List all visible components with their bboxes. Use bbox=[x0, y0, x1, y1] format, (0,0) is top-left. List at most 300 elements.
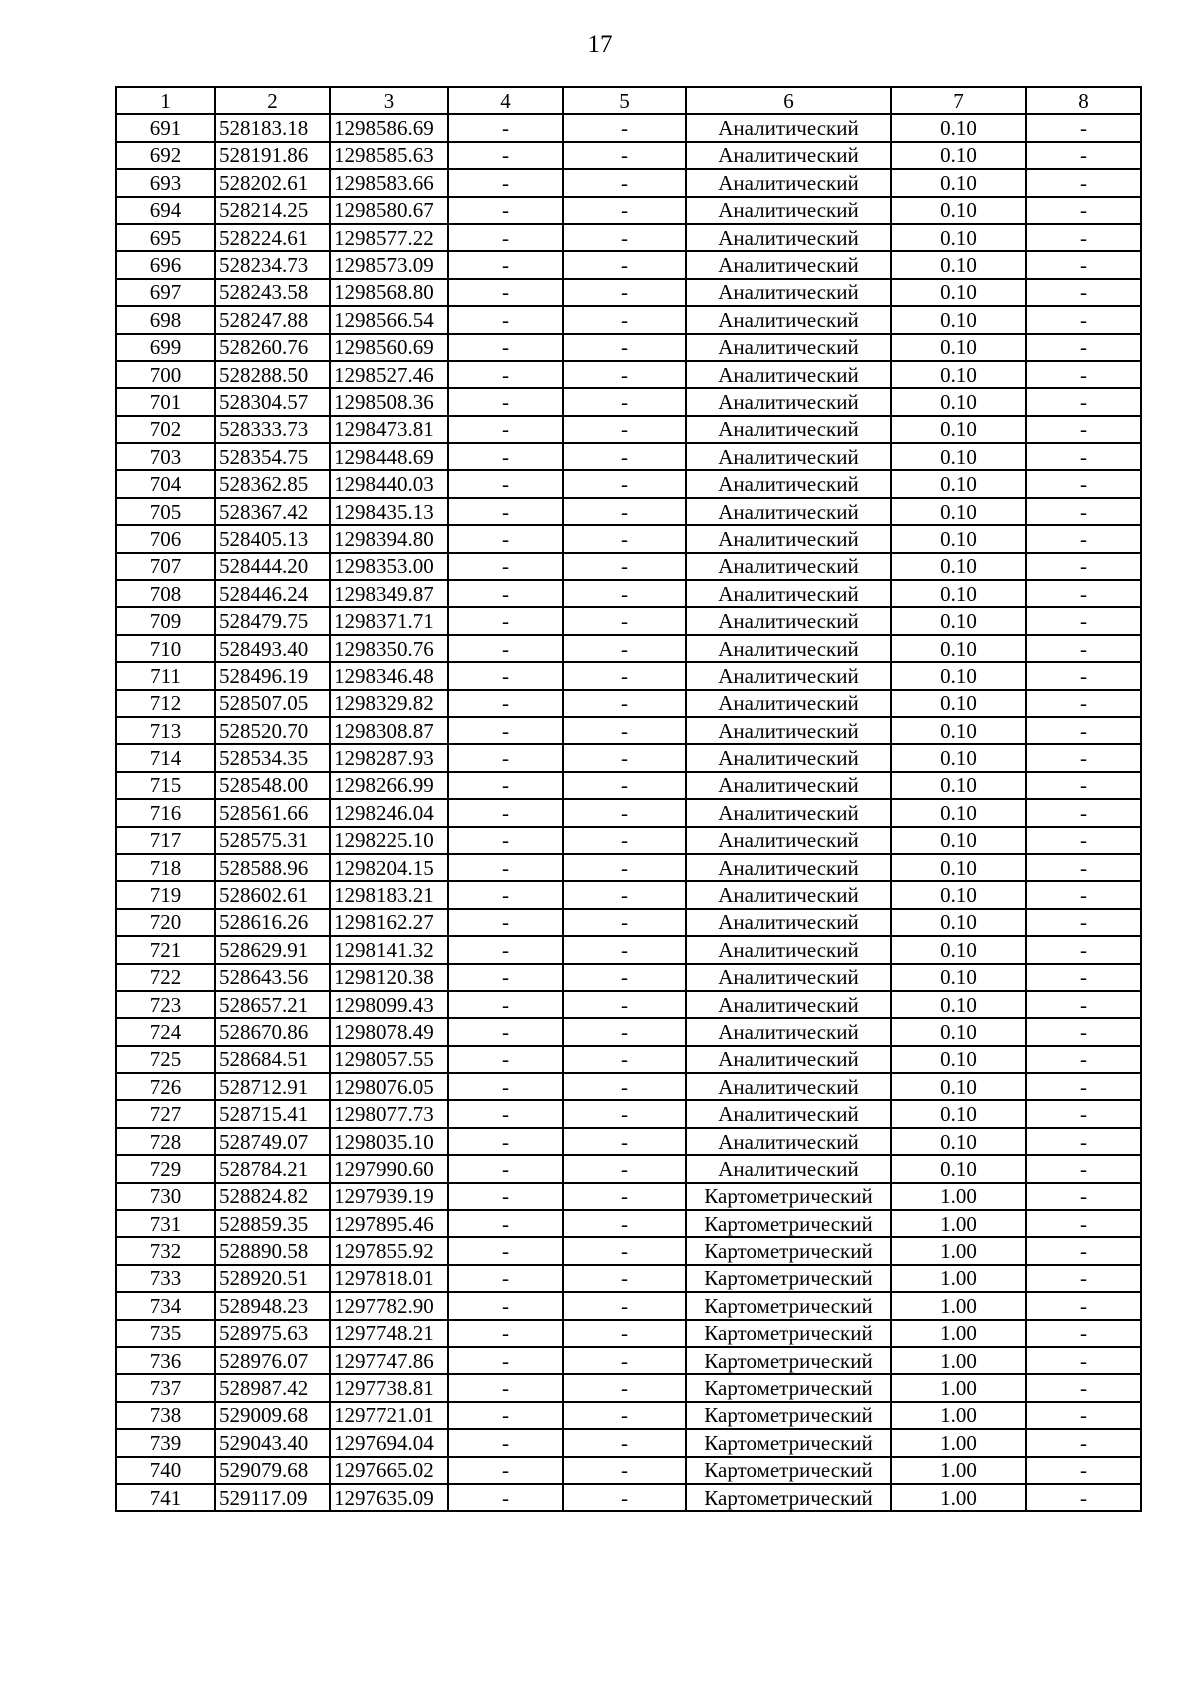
point-number-cell: 702 bbox=[116, 416, 215, 443]
table-row bbox=[116, 799, 1141, 826]
column-8-cell: - bbox=[1026, 1374, 1141, 1401]
point-number-cell: 727 bbox=[116, 1100, 215, 1127]
table-row bbox=[116, 744, 1141, 771]
point-number-cell: 714 bbox=[116, 744, 215, 771]
column-header-5: 5 bbox=[563, 87, 686, 114]
point-number-cell: 726 bbox=[116, 1073, 215, 1100]
x-coordinate-cell: 528183.18 bbox=[215, 114, 330, 141]
column-5-cell: - bbox=[563, 224, 686, 251]
column-5-cell: - bbox=[563, 306, 686, 333]
accuracy-cell: 0.10 bbox=[891, 498, 1026, 525]
point-number-cell: 721 bbox=[116, 936, 215, 963]
table-body bbox=[116, 87, 1141, 1511]
x-coordinate-cell: 528288.50 bbox=[215, 361, 330, 388]
method-cell: Картометрический bbox=[686, 1265, 891, 1292]
x-coordinate-cell: 529043.40 bbox=[215, 1429, 330, 1456]
method-cell: Аналитический bbox=[686, 470, 891, 497]
accuracy-cell: 0.10 bbox=[891, 224, 1026, 251]
x-coordinate-cell: 528362.85 bbox=[215, 470, 330, 497]
table-row bbox=[116, 854, 1141, 881]
column-5-cell: - bbox=[563, 251, 686, 278]
table-row bbox=[116, 1265, 1141, 1292]
table-row bbox=[116, 1347, 1141, 1374]
y-coordinate-cell: 1298586.69 bbox=[330, 114, 448, 141]
x-coordinate-cell: 528657.21 bbox=[215, 991, 330, 1018]
x-coordinate-cell: 528493.40 bbox=[215, 635, 330, 662]
column-4-cell: - bbox=[448, 1320, 563, 1347]
x-coordinate-cell: 528890.58 bbox=[215, 1237, 330, 1264]
column-5-cell: - bbox=[563, 964, 686, 991]
column-8-cell: - bbox=[1026, 334, 1141, 361]
accuracy-cell: 1.00 bbox=[891, 1374, 1026, 1401]
column-4-cell: - bbox=[448, 1484, 563, 1511]
y-coordinate-cell: 1297747.86 bbox=[330, 1347, 448, 1374]
x-coordinate-cell: 529009.68 bbox=[215, 1402, 330, 1429]
point-number-cell: 698 bbox=[116, 306, 215, 333]
y-coordinate-cell: 1298583.66 bbox=[330, 169, 448, 196]
method-cell: Картометрический bbox=[686, 1210, 891, 1237]
table-row bbox=[116, 1320, 1141, 1347]
table-row bbox=[116, 964, 1141, 991]
y-coordinate-cell: 1298120.38 bbox=[330, 964, 448, 991]
column-8-cell: - bbox=[1026, 1402, 1141, 1429]
x-coordinate-cell: 528534.35 bbox=[215, 744, 330, 771]
y-coordinate-cell: 1298435.13 bbox=[330, 498, 448, 525]
column-4-cell: - bbox=[448, 114, 563, 141]
x-coordinate-cell: 528243.58 bbox=[215, 279, 330, 306]
method-cell: Аналитический bbox=[686, 142, 891, 169]
column-8-cell: - bbox=[1026, 690, 1141, 717]
y-coordinate-cell: 1298035.10 bbox=[330, 1128, 448, 1155]
column-8-cell: - bbox=[1026, 991, 1141, 1018]
column-8-cell: - bbox=[1026, 1046, 1141, 1073]
point-number-cell: 713 bbox=[116, 717, 215, 744]
column-header-6: 6 bbox=[686, 87, 891, 114]
point-number-cell: 710 bbox=[116, 635, 215, 662]
table-row bbox=[116, 498, 1141, 525]
table-row bbox=[116, 1100, 1141, 1127]
table-row bbox=[116, 1484, 1141, 1511]
column-8-cell: - bbox=[1026, 1429, 1141, 1456]
column-4-cell: - bbox=[448, 1292, 563, 1319]
table-row bbox=[116, 114, 1141, 141]
column-8-cell: - bbox=[1026, 580, 1141, 607]
x-coordinate-cell: 528354.75 bbox=[215, 443, 330, 470]
x-coordinate-cell: 528247.88 bbox=[215, 306, 330, 333]
column-5-cell: - bbox=[563, 607, 686, 634]
point-number-cell: 704 bbox=[116, 470, 215, 497]
y-coordinate-cell: 1297665.02 bbox=[330, 1457, 448, 1484]
x-coordinate-cell: 528670.86 bbox=[215, 1018, 330, 1045]
column-8-cell: - bbox=[1026, 470, 1141, 497]
column-8-cell: - bbox=[1026, 1155, 1141, 1182]
column-4-cell: - bbox=[448, 169, 563, 196]
accuracy-cell: 0.10 bbox=[891, 334, 1026, 361]
point-number-cell: 692 bbox=[116, 142, 215, 169]
method-cell: Аналитический bbox=[686, 388, 891, 415]
y-coordinate-cell: 1298183.21 bbox=[330, 881, 448, 908]
point-number-cell: 734 bbox=[116, 1292, 215, 1319]
method-cell: Аналитический bbox=[686, 498, 891, 525]
x-coordinate-cell: 528712.91 bbox=[215, 1073, 330, 1100]
point-number-cell: 715 bbox=[116, 772, 215, 799]
accuracy-cell: 0.10 bbox=[891, 525, 1026, 552]
column-8-cell: - bbox=[1026, 717, 1141, 744]
accuracy-cell: 0.10 bbox=[891, 964, 1026, 991]
x-coordinate-cell: 528859.35 bbox=[215, 1210, 330, 1237]
accuracy-cell: 0.10 bbox=[891, 169, 1026, 196]
y-coordinate-cell: 1298566.54 bbox=[330, 306, 448, 333]
accuracy-cell: 0.10 bbox=[891, 854, 1026, 881]
x-coordinate-cell: 528749.07 bbox=[215, 1128, 330, 1155]
method-cell: Картометрический bbox=[686, 1457, 891, 1484]
column-4-cell: - bbox=[448, 1155, 563, 1182]
table-row bbox=[116, 1046, 1141, 1073]
table-row bbox=[116, 142, 1141, 169]
table-row bbox=[116, 470, 1141, 497]
column-5-cell: - bbox=[563, 388, 686, 415]
column-5-cell: - bbox=[563, 169, 686, 196]
column-4-cell: - bbox=[448, 936, 563, 963]
column-5-cell: - bbox=[563, 498, 686, 525]
method-cell: Аналитический bbox=[686, 334, 891, 361]
accuracy-cell: 0.10 bbox=[891, 443, 1026, 470]
point-number-cell: 737 bbox=[116, 1374, 215, 1401]
method-cell: Аналитический bbox=[686, 1155, 891, 1182]
accuracy-cell: 0.10 bbox=[891, 1155, 1026, 1182]
method-cell: Картометрический bbox=[686, 1374, 891, 1401]
column-5-cell: - bbox=[563, 580, 686, 607]
table-row bbox=[116, 1128, 1141, 1155]
column-8-cell: - bbox=[1026, 827, 1141, 854]
y-coordinate-cell: 1298287.93 bbox=[330, 744, 448, 771]
column-8-cell: - bbox=[1026, 909, 1141, 936]
column-5-cell: - bbox=[563, 744, 686, 771]
method-cell: Картометрический bbox=[686, 1292, 891, 1319]
column-4-cell: - bbox=[448, 142, 563, 169]
point-number-cell: 720 bbox=[116, 909, 215, 936]
column-8-cell: - bbox=[1026, 936, 1141, 963]
point-number-cell: 740 bbox=[116, 1457, 215, 1484]
accuracy-cell: 0.10 bbox=[891, 744, 1026, 771]
point-number-cell: 706 bbox=[116, 525, 215, 552]
column-8-cell: - bbox=[1026, 1018, 1141, 1045]
column-5-cell: - bbox=[563, 1457, 686, 1484]
column-5-cell: - bbox=[563, 1292, 686, 1319]
y-coordinate-cell: 1298308.87 bbox=[330, 717, 448, 744]
column-4-cell: - bbox=[448, 799, 563, 826]
column-8-cell: - bbox=[1026, 279, 1141, 306]
column-5-cell: - bbox=[563, 799, 686, 826]
column-4-cell: - bbox=[448, 964, 563, 991]
point-number-cell: 732 bbox=[116, 1237, 215, 1264]
table-row bbox=[116, 909, 1141, 936]
method-cell: Картометрический bbox=[686, 1237, 891, 1264]
column-5-cell: - bbox=[563, 1155, 686, 1182]
column-5-cell: - bbox=[563, 1320, 686, 1347]
y-coordinate-cell: 1298077.73 bbox=[330, 1100, 448, 1127]
table-row bbox=[116, 717, 1141, 744]
column-4-cell: - bbox=[448, 525, 563, 552]
method-cell: Аналитический bbox=[686, 306, 891, 333]
y-coordinate-cell: 1298577.22 bbox=[330, 224, 448, 251]
x-coordinate-cell: 528446.24 bbox=[215, 580, 330, 607]
column-8-cell: - bbox=[1026, 1347, 1141, 1374]
table-row bbox=[116, 1402, 1141, 1429]
method-cell: Аналитический bbox=[686, 854, 891, 881]
point-number-cell: 705 bbox=[116, 498, 215, 525]
x-coordinate-cell: 528715.41 bbox=[215, 1100, 330, 1127]
column-4-cell: - bbox=[448, 607, 563, 634]
method-cell: Аналитический bbox=[686, 964, 891, 991]
column-4-cell: - bbox=[448, 224, 563, 251]
method-cell: Аналитический bbox=[686, 553, 891, 580]
column-5-cell: - bbox=[563, 1128, 686, 1155]
accuracy-cell: 1.00 bbox=[891, 1265, 1026, 1292]
point-number-cell: 691 bbox=[116, 114, 215, 141]
table-row bbox=[116, 1374, 1141, 1401]
column-5-cell: - bbox=[563, 772, 686, 799]
point-number-cell: 733 bbox=[116, 1265, 215, 1292]
column-8-cell: - bbox=[1026, 772, 1141, 799]
accuracy-cell: 0.10 bbox=[891, 251, 1026, 278]
table-row bbox=[116, 416, 1141, 443]
y-coordinate-cell: 1298440.03 bbox=[330, 470, 448, 497]
accuracy-cell: 0.10 bbox=[891, 388, 1026, 415]
x-coordinate-cell: 528920.51 bbox=[215, 1265, 330, 1292]
column-4-cell: - bbox=[448, 443, 563, 470]
column-5-cell: - bbox=[563, 690, 686, 717]
y-coordinate-cell: 1298099.43 bbox=[330, 991, 448, 1018]
method-cell: Аналитический bbox=[686, 662, 891, 689]
method-cell: Картометрический bbox=[686, 1183, 891, 1210]
accuracy-cell: 0.10 bbox=[891, 197, 1026, 224]
method-cell: Аналитический bbox=[686, 1073, 891, 1100]
method-cell: Аналитический bbox=[686, 881, 891, 908]
y-coordinate-cell: 1297939.19 bbox=[330, 1183, 448, 1210]
y-coordinate-cell: 1298473.81 bbox=[330, 416, 448, 443]
y-coordinate-cell: 1298585.63 bbox=[330, 142, 448, 169]
table-row bbox=[116, 224, 1141, 251]
accuracy-cell: 0.10 bbox=[891, 1046, 1026, 1073]
accuracy-cell: 1.00 bbox=[891, 1320, 1026, 1347]
table-row bbox=[116, 881, 1141, 908]
table-row bbox=[116, 772, 1141, 799]
accuracy-cell: 1.00 bbox=[891, 1237, 1026, 1264]
x-coordinate-cell: 528643.56 bbox=[215, 964, 330, 991]
column-5-cell: - bbox=[563, 334, 686, 361]
column-4-cell: - bbox=[448, 1265, 563, 1292]
column-header-1: 1 bbox=[116, 87, 215, 114]
x-coordinate-cell: 528602.61 bbox=[215, 881, 330, 908]
column-5-cell: - bbox=[563, 717, 686, 744]
method-cell: Картометрический bbox=[686, 1484, 891, 1511]
column-4-cell: - bbox=[448, 361, 563, 388]
column-5-cell: - bbox=[563, 936, 686, 963]
column-8-cell: - bbox=[1026, 1183, 1141, 1210]
accuracy-cell: 0.10 bbox=[891, 827, 1026, 854]
table-row bbox=[116, 197, 1141, 224]
column-4-cell: - bbox=[448, 1429, 563, 1456]
point-number-cell: 716 bbox=[116, 799, 215, 826]
column-5-cell: - bbox=[563, 279, 686, 306]
method-cell: Аналитический bbox=[686, 525, 891, 552]
table-header-row bbox=[116, 87, 1141, 114]
point-number-cell: 730 bbox=[116, 1183, 215, 1210]
method-cell: Аналитический bbox=[686, 635, 891, 662]
method-cell: Аналитический bbox=[686, 279, 891, 306]
method-cell: Аналитический bbox=[686, 416, 891, 443]
column-4-cell: - bbox=[448, 1210, 563, 1237]
table-row bbox=[116, 525, 1141, 552]
y-coordinate-cell: 1298162.27 bbox=[330, 909, 448, 936]
column-8-cell: - bbox=[1026, 799, 1141, 826]
point-number-cell: 729 bbox=[116, 1155, 215, 1182]
column-5-cell: - bbox=[563, 635, 686, 662]
x-coordinate-cell: 528479.75 bbox=[215, 607, 330, 634]
accuracy-cell: 0.10 bbox=[891, 114, 1026, 141]
x-coordinate-cell: 528975.63 bbox=[215, 1320, 330, 1347]
accuracy-cell: 0.10 bbox=[891, 881, 1026, 908]
accuracy-cell: 0.10 bbox=[891, 1128, 1026, 1155]
accuracy-cell: 1.00 bbox=[891, 1457, 1026, 1484]
column-5-cell: - bbox=[563, 662, 686, 689]
column-header-2: 2 bbox=[215, 87, 330, 114]
table-row bbox=[116, 279, 1141, 306]
point-number-cell: 711 bbox=[116, 662, 215, 689]
accuracy-cell: 0.10 bbox=[891, 1100, 1026, 1127]
y-coordinate-cell: 1298568.80 bbox=[330, 279, 448, 306]
x-coordinate-cell: 528561.66 bbox=[215, 799, 330, 826]
column-4-cell: - bbox=[448, 1046, 563, 1073]
column-8-cell: - bbox=[1026, 1265, 1141, 1292]
table-row bbox=[116, 306, 1141, 333]
y-coordinate-cell: 1297990.60 bbox=[330, 1155, 448, 1182]
column-4-cell: - bbox=[448, 690, 563, 717]
y-coordinate-cell: 1298266.99 bbox=[330, 772, 448, 799]
y-coordinate-cell: 1298349.87 bbox=[330, 580, 448, 607]
column-4-cell: - bbox=[448, 1402, 563, 1429]
column-4-cell: - bbox=[448, 197, 563, 224]
x-coordinate-cell: 528496.19 bbox=[215, 662, 330, 689]
method-cell: Аналитический bbox=[686, 936, 891, 963]
column-header-7: 7 bbox=[891, 87, 1026, 114]
method-cell: Аналитический bbox=[686, 827, 891, 854]
column-8-cell: - bbox=[1026, 854, 1141, 881]
y-coordinate-cell: 1297721.01 bbox=[330, 1402, 448, 1429]
column-5-cell: - bbox=[563, 470, 686, 497]
method-cell: Аналитический bbox=[686, 169, 891, 196]
x-coordinate-cell: 528234.73 bbox=[215, 251, 330, 278]
y-coordinate-cell: 1297818.01 bbox=[330, 1265, 448, 1292]
table-row bbox=[116, 1018, 1141, 1045]
column-4-cell: - bbox=[448, 1347, 563, 1374]
column-header-4: 4 bbox=[448, 87, 563, 114]
column-8-cell: - bbox=[1026, 964, 1141, 991]
column-4-cell: - bbox=[448, 306, 563, 333]
page-number: 17 bbox=[587, 31, 613, 58]
column-5-cell: - bbox=[563, 1100, 686, 1127]
column-header-8: 8 bbox=[1026, 87, 1141, 114]
table-row bbox=[116, 662, 1141, 689]
table-row bbox=[116, 1183, 1141, 1210]
point-number-cell: 738 bbox=[116, 1402, 215, 1429]
x-coordinate-cell: 528444.20 bbox=[215, 553, 330, 580]
column-4-cell: - bbox=[448, 744, 563, 771]
y-coordinate-cell: 1298346.48 bbox=[330, 662, 448, 689]
method-cell: Аналитический bbox=[686, 1128, 891, 1155]
column-5-cell: - bbox=[563, 1237, 686, 1264]
point-number-cell: 695 bbox=[116, 224, 215, 251]
column-5-cell: - bbox=[563, 197, 686, 224]
x-coordinate-cell: 528684.51 bbox=[215, 1046, 330, 1073]
column-5-cell: - bbox=[563, 1210, 686, 1237]
column-8-cell: - bbox=[1026, 1484, 1141, 1511]
accuracy-cell: 0.10 bbox=[891, 279, 1026, 306]
x-coordinate-cell: 528367.42 bbox=[215, 498, 330, 525]
column-5-cell: - bbox=[563, 1429, 686, 1456]
y-coordinate-cell: 1298573.09 bbox=[330, 251, 448, 278]
column-5-cell: - bbox=[563, 361, 686, 388]
column-4-cell: - bbox=[448, 1457, 563, 1484]
column-8-cell: - bbox=[1026, 553, 1141, 580]
method-cell: Аналитический bbox=[686, 443, 891, 470]
y-coordinate-cell: 1298448.69 bbox=[330, 443, 448, 470]
x-coordinate-cell: 528507.05 bbox=[215, 690, 330, 717]
x-coordinate-cell: 528575.31 bbox=[215, 827, 330, 854]
accuracy-cell: 0.10 bbox=[891, 416, 1026, 443]
column-5-cell: - bbox=[563, 827, 686, 854]
method-cell: Аналитический bbox=[686, 361, 891, 388]
table-row bbox=[116, 361, 1141, 388]
point-number-cell: 722 bbox=[116, 964, 215, 991]
y-coordinate-cell: 1297895.46 bbox=[330, 1210, 448, 1237]
method-cell: Аналитический bbox=[686, 1046, 891, 1073]
method-cell: Аналитический bbox=[686, 799, 891, 826]
accuracy-cell: 0.10 bbox=[891, 306, 1026, 333]
method-cell: Аналитический bbox=[686, 991, 891, 1018]
x-coordinate-cell: 528948.23 bbox=[215, 1292, 330, 1319]
column-8-cell: - bbox=[1026, 1237, 1141, 1264]
point-number-cell: 697 bbox=[116, 279, 215, 306]
accuracy-cell: 0.10 bbox=[891, 470, 1026, 497]
column-4-cell: - bbox=[448, 909, 563, 936]
column-8-cell: - bbox=[1026, 1292, 1141, 1319]
column-5-cell: - bbox=[563, 525, 686, 552]
point-number-cell: 731 bbox=[116, 1210, 215, 1237]
x-coordinate-cell: 528202.61 bbox=[215, 169, 330, 196]
point-number-cell: 736 bbox=[116, 1347, 215, 1374]
column-8-cell: - bbox=[1026, 142, 1141, 169]
accuracy-cell: 0.10 bbox=[891, 991, 1026, 1018]
column-4-cell: - bbox=[448, 1018, 563, 1045]
point-number-cell: 718 bbox=[116, 854, 215, 881]
accuracy-cell: 0.10 bbox=[891, 142, 1026, 169]
point-number-cell: 717 bbox=[116, 827, 215, 854]
column-8-cell: - bbox=[1026, 169, 1141, 196]
point-number-cell: 712 bbox=[116, 690, 215, 717]
y-coordinate-cell: 1297635.09 bbox=[330, 1484, 448, 1511]
table-row bbox=[116, 1237, 1141, 1264]
table-row bbox=[116, 251, 1141, 278]
y-coordinate-cell: 1297748.21 bbox=[330, 1320, 448, 1347]
x-coordinate-cell: 528616.26 bbox=[215, 909, 330, 936]
table-row bbox=[116, 1292, 1141, 1319]
method-cell: Аналитический bbox=[686, 580, 891, 607]
x-coordinate-cell: 528520.70 bbox=[215, 717, 330, 744]
column-5-cell: - bbox=[563, 1347, 686, 1374]
accuracy-cell: 0.10 bbox=[891, 690, 1026, 717]
